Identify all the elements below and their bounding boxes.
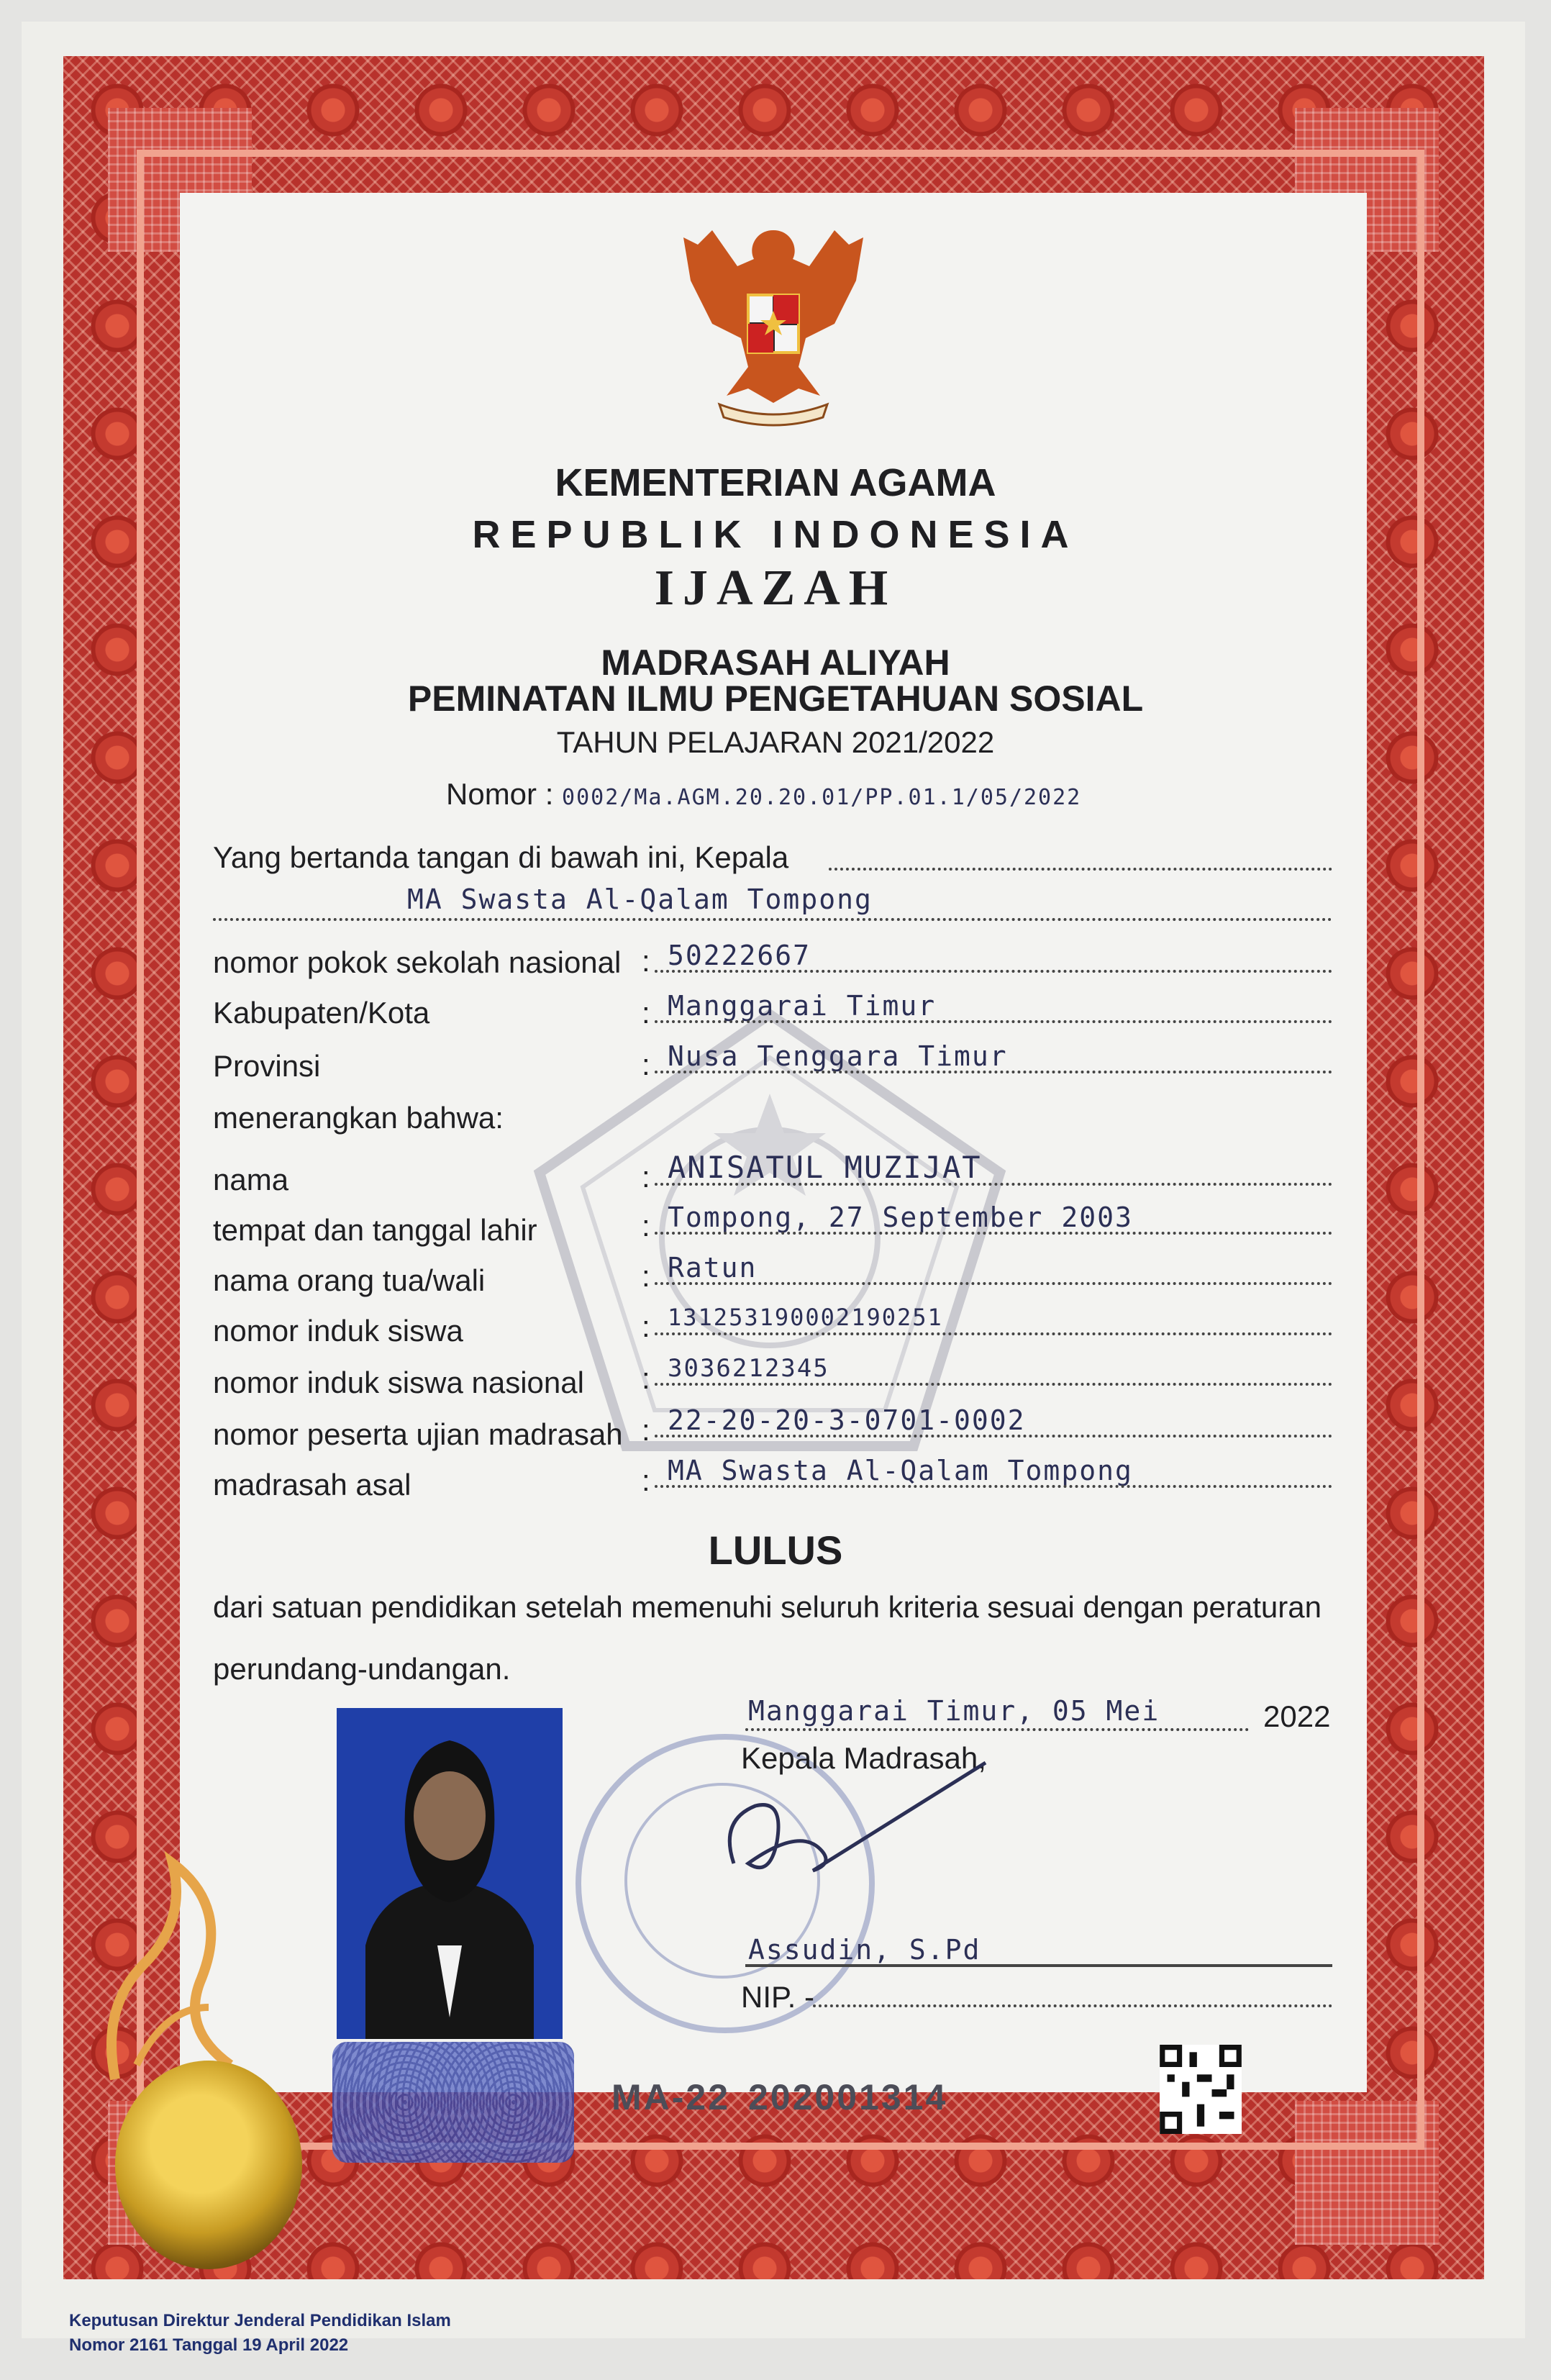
intro-school-name: MA Swasta Al-Qalam Tompong xyxy=(407,884,873,915)
serial-number: 202001314 xyxy=(748,2077,948,2117)
field-label: nama orang tua/wali xyxy=(213,1263,486,1297)
field-value: Ratun xyxy=(668,1252,758,1284)
signature-year: 2022 xyxy=(1263,1699,1331,1733)
footer-decree-number: Nomor 2161 Tanggal 19 April 2022 xyxy=(69,2335,349,2355)
serial-prefix: MA-22 xyxy=(611,2077,731,2117)
field-label: nomor induk siswa xyxy=(213,1314,463,1348)
field-label: madrasah asal xyxy=(213,1468,411,1502)
nip-value: - xyxy=(804,1980,814,2014)
dotted-line xyxy=(655,1020,1332,1023)
dotted-line xyxy=(213,918,1332,921)
statement-line: dari satuan pendidikan setelah memenuhi seluruh kriteria sesuai dengan peraturan xyxy=(213,1590,1322,1624)
field-label: Provinsi xyxy=(213,1049,321,1083)
field-value: 22-20-20-3-0701-0002 xyxy=(668,1404,1026,1436)
number-value: 0002/Ma.AGM.20.20.01/PP.01.1/05/2022 xyxy=(562,785,1082,810)
field-value: 3036212345 xyxy=(668,1354,829,1383)
dotted-line xyxy=(655,1435,1332,1437)
qr-code-icon xyxy=(1160,2045,1242,2134)
dotted-line xyxy=(655,1332,1332,1335)
declares-text: menerangkan bahwa: xyxy=(213,1101,504,1135)
republic-heading: REPUBLIK INDONESIA xyxy=(472,513,1079,556)
dotted-line xyxy=(655,1232,1332,1235)
fingerprint xyxy=(332,2042,574,2163)
garuda-emblem-icon xyxy=(669,216,878,432)
nip-label: NIP. xyxy=(741,1980,796,2014)
field-value: 131253190002190251 xyxy=(668,1304,943,1331)
field-label: tempat dan tanggal lahir xyxy=(213,1213,537,1247)
dotted-line xyxy=(813,2004,1332,2007)
dotted-line xyxy=(655,1071,1332,1073)
ministry-heading: KEMENTERIAN AGAMA xyxy=(555,461,996,504)
dotted-line xyxy=(655,1282,1332,1285)
field-value: 50222667 xyxy=(668,940,811,971)
field-value: Nusa Tenggara Timur xyxy=(668,1040,1008,1072)
school-level: MADRASAH ALIYAH xyxy=(601,642,950,683)
student-name: ANISATUL MUZIJAT xyxy=(668,1150,982,1185)
field-value: Manggarai Timur xyxy=(668,990,937,1022)
floral-ornament-icon xyxy=(86,1791,302,2094)
gold-seal-icon xyxy=(115,2061,302,2269)
intro-text: Yang bertanda tangan di bawah ini, Kepala xyxy=(213,840,789,874)
nip-row xyxy=(741,1980,814,2015)
dotted-line xyxy=(655,1383,1332,1386)
result-status: LULUS xyxy=(708,1527,843,1573)
number-label: Nomor : xyxy=(446,777,554,811)
name-line xyxy=(745,1964,1332,1967)
field-label: Kabupaten/Kota xyxy=(213,996,430,1030)
document-title: IJAZAH xyxy=(654,560,897,616)
dotted-line xyxy=(655,1485,1332,1488)
student-portrait-icon xyxy=(337,1708,563,2039)
field-value: MA Swasta Al-Qalam Tompong xyxy=(668,1455,1133,1486)
principal-name: Assudin, S.Pd xyxy=(748,1934,981,1966)
academic-year: TAHUN PELAJARAN 2021/2022 xyxy=(556,725,995,759)
footer-decree: Keputusan Direktur Jenderal Pendidikan Islam xyxy=(69,2311,451,2330)
statement-line: perundang-undangan. xyxy=(213,1652,511,1686)
field-label: nama xyxy=(213,1163,289,1196)
specialization: PEMINATAN ILMU PENGETAHUAN SOSIAL xyxy=(407,678,1144,719)
dotted-line xyxy=(655,970,1332,973)
field-label: nomor induk siswa nasional xyxy=(213,1366,584,1399)
dotted-line xyxy=(829,868,1332,871)
signature-place-date: Manggarai Timur, 05 Mei xyxy=(748,1695,1160,1727)
signature-icon xyxy=(712,1756,1029,1899)
dotted-line xyxy=(655,1183,1332,1186)
field-label: nomor peserta ujian madrasah xyxy=(213,1417,623,1451)
signature-role: Kepala Madrasah, xyxy=(741,1741,986,1775)
field-value: Tompong, 27 September 2003 xyxy=(668,1202,1133,1233)
dotted-line xyxy=(745,1728,1249,1731)
certificate-number xyxy=(446,777,1081,812)
student-photo xyxy=(337,1708,563,2039)
field-label: nomor pokok sekolah nasional xyxy=(213,945,622,979)
